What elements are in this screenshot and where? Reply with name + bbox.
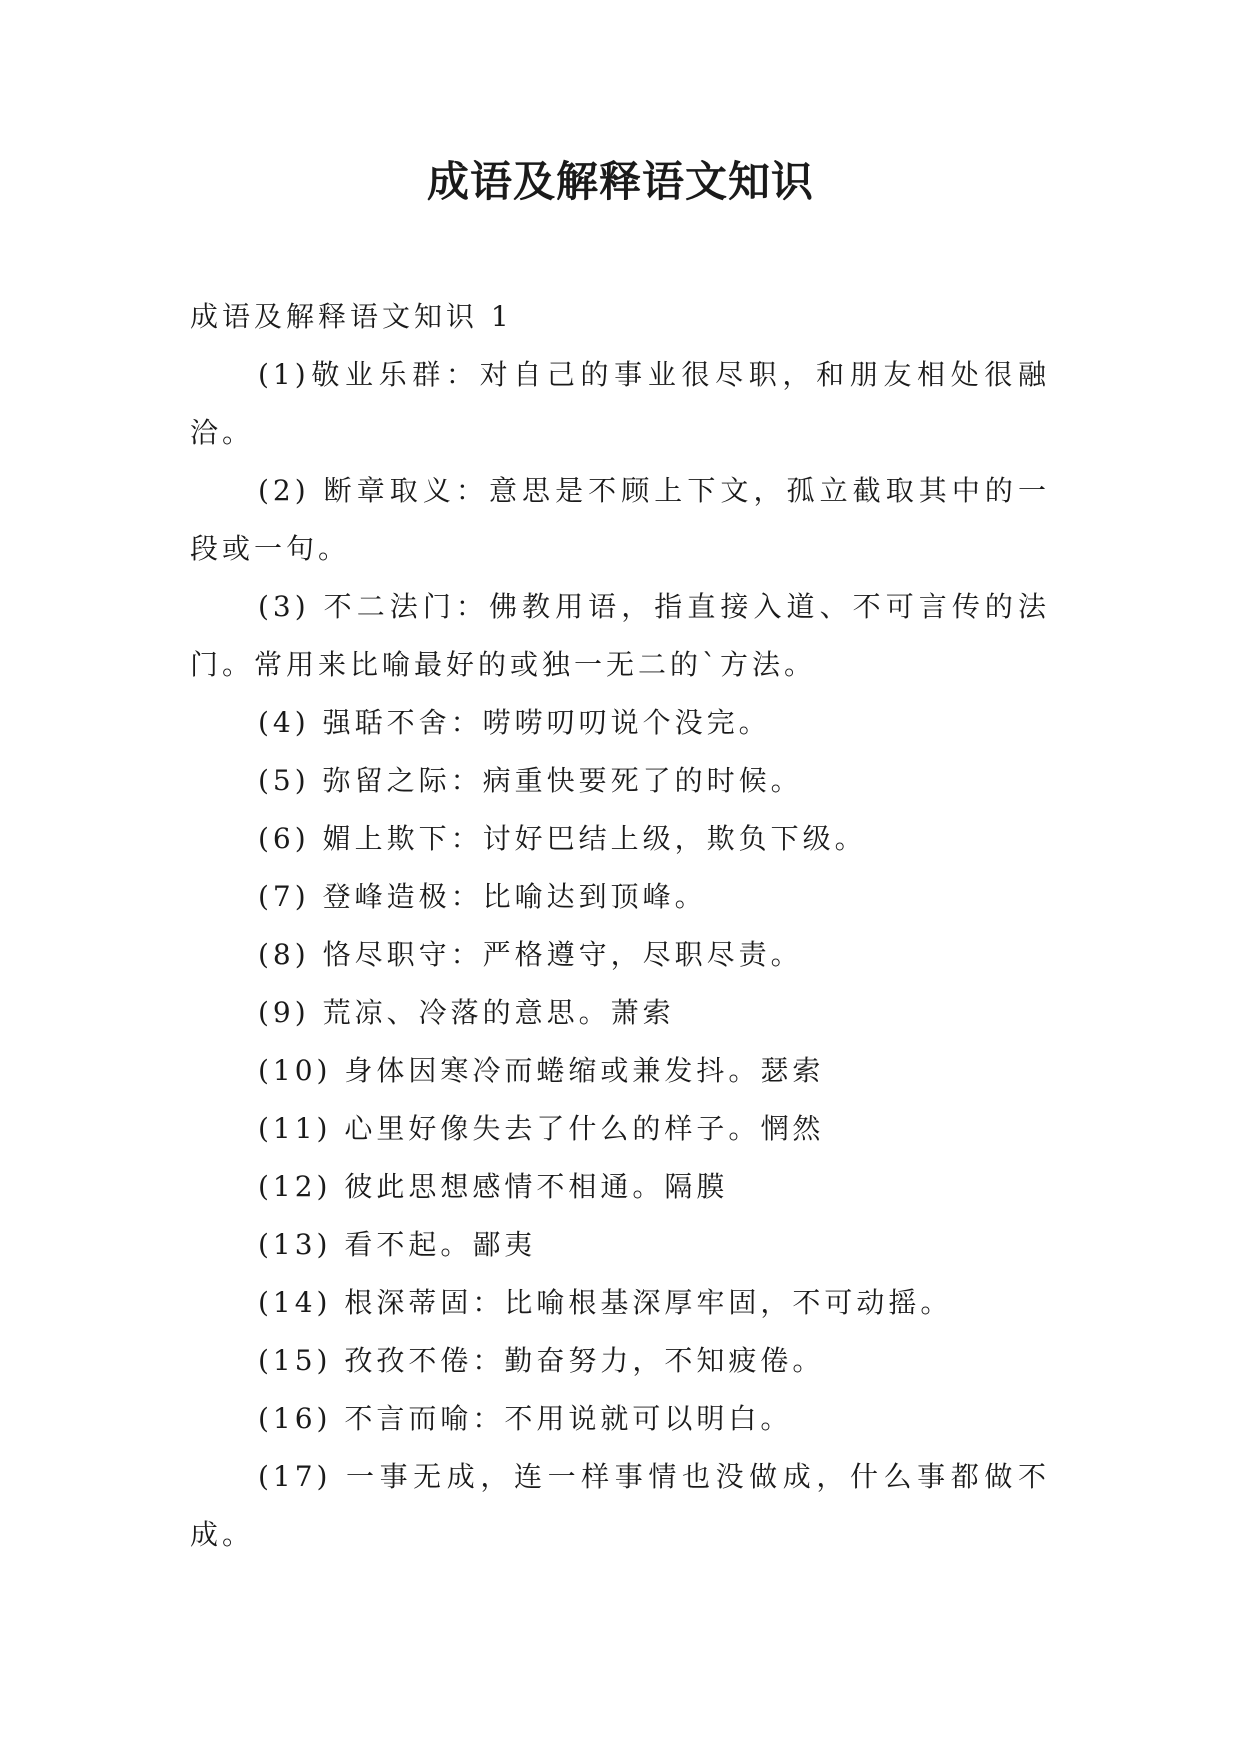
idiom-item-7: (7) 登峰造极：比喻达到顶峰。 bbox=[258, 880, 707, 913]
idiom-item-1: (1)敬业乐群：对自己的事业很尽职，和朋友相处很融洽。 bbox=[190, 358, 1050, 449]
idiom-item-16: (16) 不言而喻：不用说就可以明白。 bbox=[258, 1402, 793, 1435]
idiom-item-8: (8) 恪尽职守：严格遵守，尽职尽责。 bbox=[258, 938, 803, 971]
document-title: 成语及解释语文知识 bbox=[426, 157, 814, 206]
idiom-item-17: (17) 一事无成，连一样事情也没做成，什么事都做不成。 bbox=[190, 1460, 1050, 1551]
idiom-item-3: (3) 不二法门：佛教用语，指直接入道、不可言传的法门。常用来比喻最好的或独一无二的`方法。 bbox=[190, 590, 1050, 681]
document-body bbox=[190, 288, 1050, 1564]
idiom-item-15: (15) 孜孜不倦：勤奋努力，不知疲倦。 bbox=[258, 1344, 825, 1377]
idiom-item-6: (6) 媚上欺下：讨好巴结上级，欺负下级。 bbox=[258, 822, 867, 855]
idiom-item-5: (5) 弥留之际：病重快要死了的时候。 bbox=[258, 764, 803, 797]
idiom-item-14: (14) 根深蒂固：比喻根基深厚牢固，不可动摇。 bbox=[258, 1286, 953, 1319]
section-heading: 成语及解释语文知识 1 bbox=[190, 300, 513, 333]
idiom-item-2: (2) 断章取义：意思是不顾上下文，孤立截取其中的一段或一句。 bbox=[190, 474, 1050, 565]
idiom-item-12: (12) 彼此思想感情不相通。隔膜 bbox=[258, 1170, 729, 1203]
idiom-item-11: (11) 心里好像失去了什么的样子。惘然 bbox=[258, 1112, 825, 1145]
idiom-item-4: (4) 强聒不舍：唠唠叨叨说个没完。 bbox=[258, 706, 771, 739]
idiom-item-10: (10) 身体因寒冷而蜷缩或兼发抖。瑟索 bbox=[258, 1054, 825, 1087]
idiom-item-13: (13) 看不起。鄙夷 bbox=[258, 1228, 537, 1261]
idiom-item-9: (9) 荒凉、冷落的意思。萧索 bbox=[258, 996, 675, 1029]
